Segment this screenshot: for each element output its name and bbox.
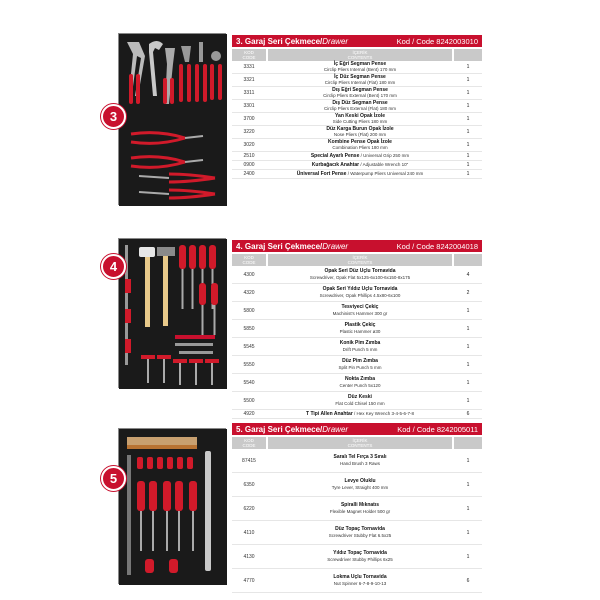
- row-quantity: 1: [466, 505, 470, 512]
- wire-brush-icon: [127, 437, 197, 449]
- column-contents: İÇERİK CONTENTS: [268, 254, 452, 266]
- row-code: 3020: [243, 142, 255, 148]
- row-code: 6220: [243, 505, 255, 512]
- row-description: [266, 395, 454, 406]
- row-name-tr: Üniversal Fort Pense: [296, 170, 347, 177]
- row-description: [266, 359, 454, 370]
- table-row: [232, 266, 482, 284]
- column-header: [232, 437, 482, 449]
- table-row: [232, 152, 482, 161]
- row-code: 3311: [243, 90, 255, 96]
- section-code: Kod / Code 8242005011: [397, 424, 478, 434]
- row-name-tr: Düz Karga Burun Opak İzole: [326, 125, 394, 132]
- row-name-tr: Düz Pim Zımba: [342, 358, 378, 364]
- drawer-5-table: [232, 423, 482, 593]
- row-quantity: 1: [466, 361, 470, 368]
- row-name-tr: Saralı Tel Fırça 3 Sıralı: [333, 454, 387, 460]
- row-name-en: Circlip Pliers Internal (Flat) 180 mm: [324, 80, 396, 85]
- row-name-en: Side Cutting Pliers 180 mm: [332, 119, 388, 124]
- table-row: [232, 497, 482, 521]
- table-row: [232, 113, 482, 126]
- section-header: [232, 35, 482, 47]
- row-code: 5540: [243, 379, 255, 386]
- row-quantity: 1: [466, 103, 470, 109]
- row-name-en: Nut Spinner 6-7-8-9-10-13: [333, 580, 387, 586]
- row-code: 2510: [243, 153, 255, 159]
- row-code: 5550: [243, 361, 255, 368]
- row-quantity: 1: [466, 77, 470, 83]
- row-name-tr: Spiralli Mıknatıs: [340, 502, 380, 508]
- row-description: [266, 162, 454, 169]
- row-code: 5545: [243, 343, 255, 350]
- row-quantity: 1: [466, 343, 470, 350]
- row-name-tr: Kurbağacık Anahtar: [311, 161, 360, 168]
- brush-lever-tray-image: [119, 429, 227, 585]
- row-name-en: Combination Pliers 180 mm: [332, 145, 388, 150]
- row-name-tr: Konik Pim Zımba: [339, 340, 381, 346]
- row-code: 3301: [243, 103, 255, 109]
- row-quantity: 1: [466, 171, 470, 177]
- table-row: [232, 356, 482, 374]
- table-row: [232, 100, 482, 113]
- row-name-en: Circlip Pliers External (Flat) 180 mm: [323, 106, 396, 111]
- table-row: [232, 284, 482, 302]
- row-quantity: 1: [466, 307, 470, 314]
- row-name-en: Screwdriver Stubby Phillips 6x25: [327, 556, 393, 562]
- column-kod: KOD CODE: [232, 437, 266, 449]
- table-row: [232, 473, 482, 497]
- row-description: [266, 62, 454, 73]
- column-kod: KOD CODE: [232, 254, 266, 266]
- row-description: [266, 551, 454, 562]
- section-code: Kod / Code 8242004018: [396, 241, 478, 251]
- row-description: [266, 411, 454, 418]
- row-name-en: Screwdriver, Opak Phillips 4.5x80-6x100: [319, 292, 401, 298]
- row-name-en: Circlip Pliers External (Bent) 170 mm: [323, 93, 397, 98]
- row-name-en: Screwdriver, Opak Flat 5x125-6x100-6x150-8x175: [309, 274, 411, 280]
- section-title-tr: 3. Garaj Seri Çekmece/: [236, 36, 323, 46]
- row-name-tr: Yıldız Topaç Tornavida: [333, 550, 387, 556]
- column-contents: İÇERİK CONTENTS: [268, 437, 452, 449]
- row-description: [266, 140, 454, 151]
- row-name-tr: Yan Keski Opak İzole: [334, 112, 386, 119]
- row-name-tr: T Tipi Allen Anahtar: [306, 410, 353, 417]
- column-qty: [454, 49, 482, 61]
- row-name-en: Nose Pliers (Flat) 200 mm: [333, 132, 387, 137]
- row-description: [266, 503, 454, 514]
- row-code: 3321: [243, 77, 255, 83]
- row-separator: /: [352, 410, 357, 416]
- row-name-tr: İç Eğri Segman Pense: [333, 60, 387, 67]
- punch-chisel-icon: [175, 335, 215, 354]
- row-quantity: 1: [466, 457, 470, 464]
- row-description: [266, 341, 454, 352]
- row-name-en: Center Punch 5x120: [339, 382, 381, 388]
- row-quantity: 1: [466, 481, 470, 488]
- table-row: [232, 126, 482, 139]
- section-title-en: Drawer: [322, 424, 349, 434]
- row-name-en: Machinist's Hammer 300 gr: [332, 310, 388, 316]
- row-name-tr: Dış Düz Segman Pense: [332, 99, 388, 106]
- row-name-en: Tyre Lever, Straight 400 mm: [331, 484, 389, 490]
- row-description: [266, 171, 454, 178]
- drawer-4-photo: [118, 238, 226, 388]
- row-name-tr: Opak Seri Yıldız Uçlu Tornavida: [322, 286, 398, 292]
- row-description: [266, 269, 454, 280]
- section-title-en: Drawer: [322, 241, 349, 251]
- table-row: [232, 139, 482, 152]
- row-code: 3220: [243, 129, 255, 135]
- row-quantity: 2: [466, 289, 470, 296]
- row-code: 5800: [243, 307, 255, 314]
- row-name-tr: Düz Keski: [348, 394, 372, 400]
- row-separator: /: [359, 161, 363, 167]
- row-code: 4320: [243, 289, 255, 296]
- row-name-en: Hand Brush 3 Raws: [339, 460, 381, 466]
- magnet-holder-icon: [127, 455, 131, 575]
- table-row: [232, 521, 482, 545]
- row-code: 5850: [243, 325, 255, 332]
- row-quantity: 1: [466, 90, 470, 96]
- row-name-tr: İç Düz Segman Pense: [334, 73, 386, 80]
- row-separator: /: [359, 152, 364, 158]
- table-row: [232, 338, 482, 356]
- drawer-3-table: [232, 35, 482, 179]
- row-code: 2400: [243, 171, 255, 177]
- row-description: [266, 305, 454, 316]
- row-description: [266, 377, 454, 388]
- row-name-tr: Kombine Pense Opak İzole: [328, 138, 392, 145]
- row-name-en: Plastic Hammer ø30: [339, 328, 381, 334]
- row-name-tr: Tesviyeci Çekiç: [341, 304, 379, 310]
- row-code: 4110: [243, 529, 255, 536]
- row-description: [266, 479, 454, 490]
- section-header: [232, 240, 482, 252]
- column-kod: KOD CODE: [232, 49, 266, 61]
- row-quantity: 1: [466, 129, 470, 135]
- row-description: [266, 88, 454, 99]
- row-name-en: Drift Punch 5 mm: [342, 346, 378, 352]
- table-row: [232, 569, 482, 593]
- row-name-tr: Lokma Uçlu Tornavida: [333, 574, 387, 580]
- row-name-tr: Levye Oluklu: [344, 478, 376, 484]
- row-name-en: Flat Cold Chisel 150 mm: [335, 400, 385, 406]
- row-code: 3700: [243, 116, 255, 122]
- row-name-en: Screwdriver Stubby Flat 6.5x25: [328, 532, 392, 538]
- row-name-en: Hex Key Wrench 3-4-5-6-7-8: [356, 410, 414, 416]
- table-row: [232, 87, 482, 100]
- row-description: [266, 101, 454, 112]
- pliers-tray-image: [119, 34, 227, 206]
- row-name-tr: Plastik Çekiç: [344, 322, 376, 328]
- row-quantity: 6: [466, 411, 470, 417]
- row-quantity: 4: [466, 271, 470, 278]
- section-header: [232, 423, 482, 435]
- row-code: 4920: [243, 411, 255, 417]
- table-row: [232, 410, 482, 419]
- drawer-5-badge: 5: [101, 466, 126, 491]
- row-quantity: 1: [466, 162, 470, 168]
- table-row: [232, 74, 482, 87]
- table-row: [232, 170, 482, 179]
- row-code: 4130: [243, 553, 255, 560]
- row-quantity: 1: [466, 142, 470, 148]
- row-name-en: Circlip Pliers Internal (Bent) 170 mm: [323, 67, 397, 72]
- drawer-4-table: [232, 240, 482, 419]
- row-name-en: Waterpump Pliers Universal 240 mm: [350, 170, 424, 176]
- section-code: Kod / Code 8242003010: [396, 36, 478, 46]
- row-quantity: 1: [466, 325, 470, 332]
- row-quantity: 1: [466, 116, 470, 122]
- row-name-tr: Düz Topaç Tornavida: [335, 526, 385, 532]
- row-description: [266, 75, 454, 86]
- section-title-tr: 5. Garaj Seri Çekmece/: [236, 424, 323, 434]
- row-name-en: Flexible Magnet Holder 500 gr: [329, 508, 391, 514]
- section-title: [236, 242, 348, 251]
- row-name-tr: Opak Seri Düz Uçlu Tornavida: [324, 268, 396, 274]
- row-quantity: 1: [466, 153, 470, 159]
- drawer-4-badge: 4: [101, 254, 126, 279]
- table-row: [232, 545, 482, 569]
- row-code: 3331: [243, 64, 255, 70]
- drawer-3-badge: 3: [101, 104, 126, 129]
- row-description: [266, 287, 454, 298]
- column-header: [232, 254, 482, 266]
- column-header: [232, 49, 482, 61]
- row-quantity: 1: [466, 379, 470, 386]
- row-quantity: 1: [466, 397, 470, 404]
- drawer-5-photo: [118, 428, 226, 584]
- row-name-en: Split Pin Punch 5 mm: [338, 364, 382, 370]
- row-separator: /: [346, 170, 351, 176]
- screwdriver-hammer-tray-image: [119, 239, 227, 389]
- column-qty: [454, 254, 482, 266]
- row-description: [266, 527, 454, 538]
- row-description: [266, 127, 454, 138]
- table-row: [232, 374, 482, 392]
- table-row: [232, 161, 482, 170]
- section-title-en: Drawer: [322, 36, 349, 46]
- row-quantity: 1: [466, 553, 470, 560]
- row-name-tr: Dış Eğri Segman Pense: [332, 86, 388, 93]
- section-title: [236, 37, 348, 46]
- row-description: [266, 153, 454, 160]
- section-title-tr: 4. Garaj Seri Çekmece/: [236, 241, 323, 251]
- row-code: 4300: [243, 271, 255, 278]
- drawer-3-photo: [118, 33, 226, 205]
- table-row: [232, 320, 482, 338]
- row-description: [266, 114, 454, 125]
- column-contents: İÇERİK CONTENTS: [268, 49, 452, 61]
- row-quantity: 1: [466, 64, 470, 70]
- row-code: 6350: [243, 481, 255, 488]
- row-quantity: 6: [466, 577, 470, 584]
- row-name-tr: Special Ayarlı Pense: [310, 152, 360, 159]
- row-description: [266, 575, 454, 586]
- row-quantity: 1: [466, 529, 470, 536]
- table-row: [232, 302, 482, 320]
- tyre-lever-icon: [205, 451, 211, 571]
- table-row: [232, 61, 482, 74]
- row-code: 5500: [243, 397, 255, 404]
- table-row: [232, 449, 482, 473]
- row-name-tr: Nokta Zımba: [344, 376, 375, 382]
- row-description: [266, 455, 454, 466]
- row-code: 0900: [243, 162, 255, 168]
- section-title: [236, 425, 348, 434]
- row-description: [266, 323, 454, 334]
- table-row: [232, 392, 482, 410]
- row-name-en: Universal Grip 250 mm: [363, 152, 410, 158]
- row-code: 4770: [243, 577, 255, 584]
- row-code: 87415: [242, 457, 256, 464]
- row-name-en: Adjustable Wrench 10": [362, 161, 409, 167]
- column-qty: [454, 437, 482, 449]
